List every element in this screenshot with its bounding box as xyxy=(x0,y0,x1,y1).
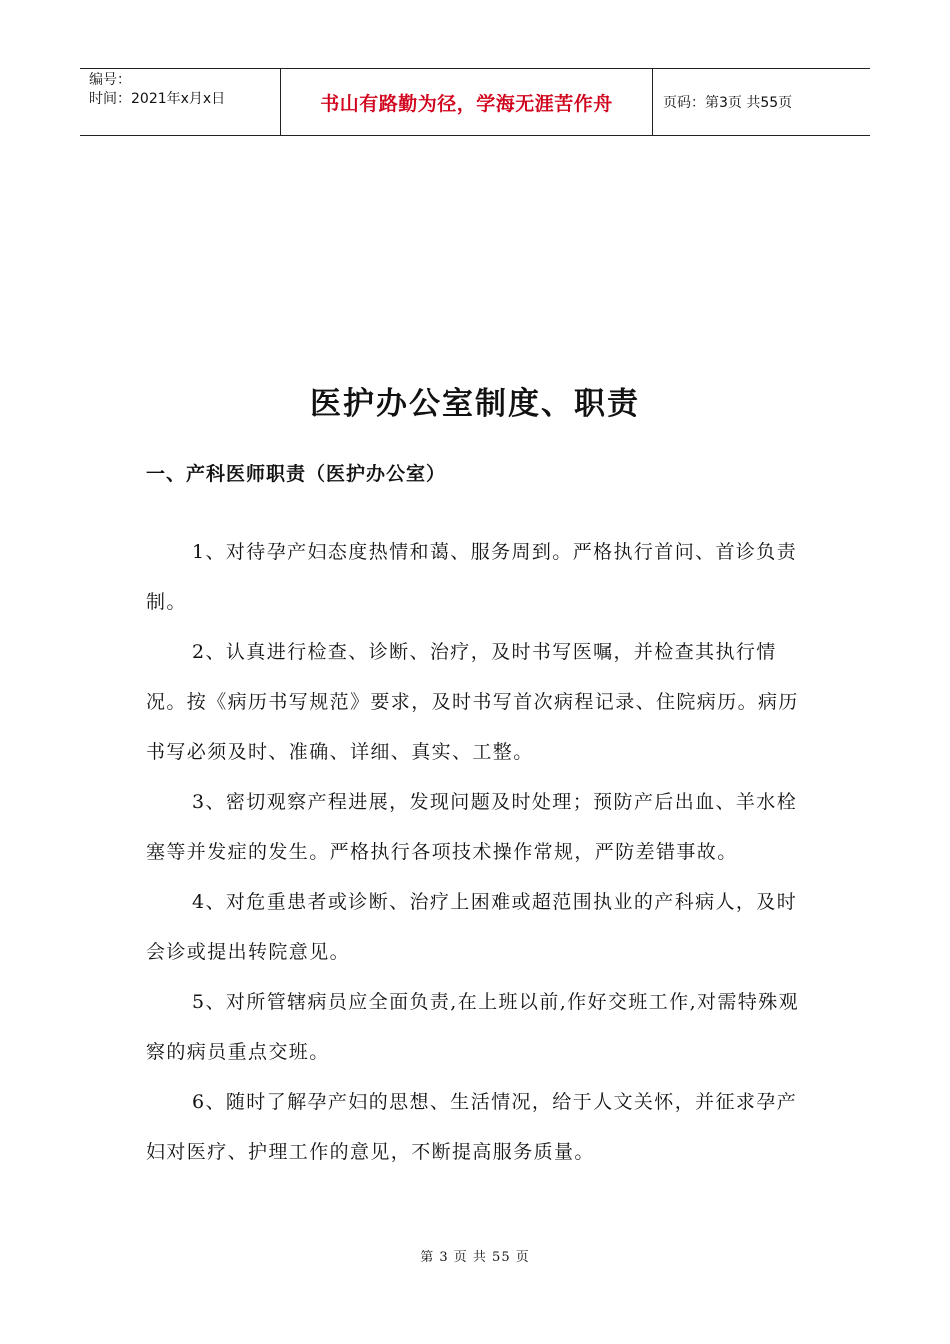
paragraph: 6、随时了解孕产妇的思想、生活情况，给于人文关怀，并征求孕产妇对医疗、护理工作的意见，不断提高服务质量。 xyxy=(146,1091,798,1163)
document-number-label: 编号： xyxy=(89,72,131,88)
header-motto: 书山有路勤为径，学海无涯苦作舟 xyxy=(281,69,653,135)
paragraph: 3、密切观察产程进展，发现问题及时处理；预防产后出血、羊水栓塞等并发症的发生。严格执行各项技术操作常规，严防差错事故。 xyxy=(146,791,798,863)
paragraph: 2、认真进行检查、诊断、治疗，及时书写医嘱，并检查其执行情况。按《病历书写规范》要求，及时书写首次病程记录、住院病历。病历书写必须及时、准确、详细、真实、工整。 xyxy=(146,641,799,763)
page-footer: 第 3 页 共 55 页 xyxy=(420,1250,530,1265)
paragraph: 1、对待孕产妇态度热情和蔼、服务周到。严格执行首问、首诊负责制。 xyxy=(146,541,798,613)
page-header xyxy=(80,68,870,136)
document-body xyxy=(146,527,806,1177)
section-heading: 一、产科医师职责（医护办公室） xyxy=(146,463,447,485)
header-meta-cell xyxy=(80,69,281,135)
document-date: 时间：2021年x月x日 xyxy=(89,91,226,107)
paragraph: 5、对所管辖病员应全面负责,在上班以前,作好交班工作,对需特殊观察的病员重点交班。 xyxy=(146,991,800,1063)
paragraph: 4、对危重患者或诊断、治疗上困难或超范围执业的产科病人，及时会诊或提出转院意见。 xyxy=(146,891,798,963)
document-title: 医护办公室制度、职责 xyxy=(310,386,640,422)
header-page-info: 页码：第3页 共55页 xyxy=(663,95,793,111)
